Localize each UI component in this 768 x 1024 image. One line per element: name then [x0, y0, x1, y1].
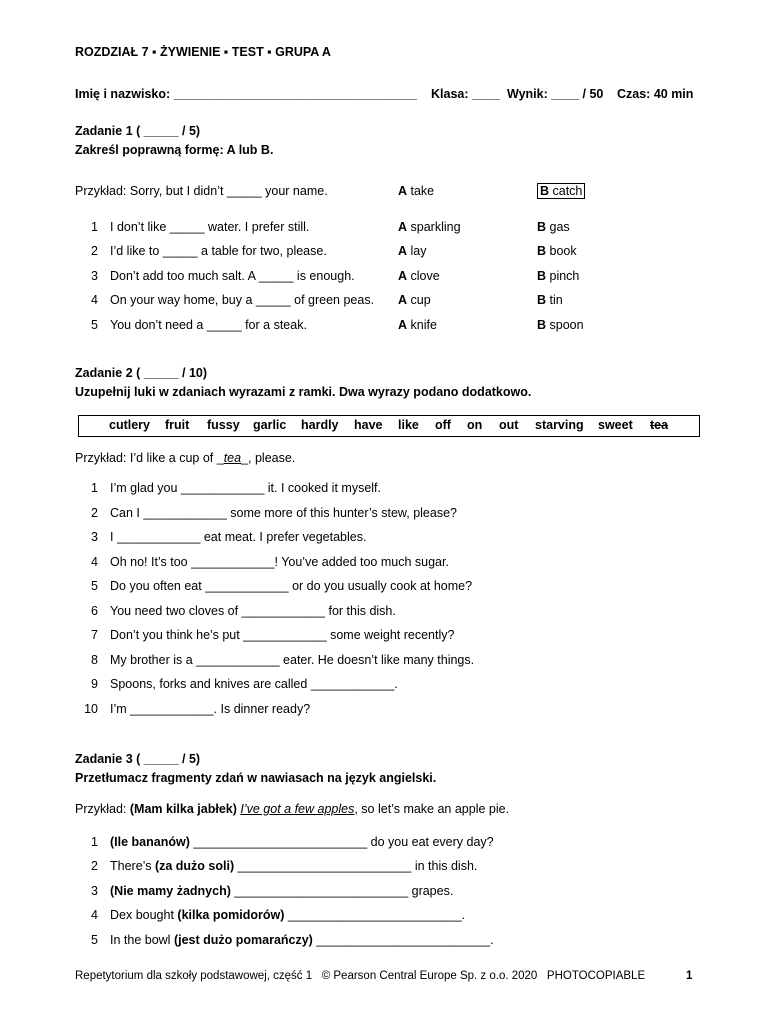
task3-item-text: In the bowl (jest dużo pomarańczy) _________________________. [110, 933, 494, 947]
name-field-label: Imię i nazwisko: ___________________________________ [75, 87, 417, 101]
option-b[interactable]: B gas [537, 220, 570, 234]
task3-item-number: 5 [91, 933, 98, 947]
word-box-item: fruit [165, 418, 190, 432]
task2-item-text: Oh no! It’s too ____________! You’ve added too much sugar. [110, 555, 449, 569]
page-number: 1 [686, 970, 693, 982]
task3-item-text: (Nie mamy żadnych) _________________________ grapes. [110, 884, 454, 898]
option-a[interactable]: A knife [398, 318, 437, 332]
task2-item-text: My brother is a ____________ eater. He doesn’t like many things. [110, 653, 475, 667]
word-box-item: have [354, 418, 383, 432]
option-b[interactable]: B book [537, 244, 577, 258]
task1-instruction: Zakreśl poprawną formę: A lub B. [75, 143, 274, 157]
option-a[interactable]: A cup [398, 293, 431, 307]
option-b[interactable]: B spoon [537, 318, 584, 332]
class-field-label: Klasa: ____ [431, 87, 500, 101]
option-a[interactable]: A sparkling [398, 220, 461, 234]
word-box-item: cutlery [109, 418, 150, 432]
task3-item-number: 2 [91, 859, 98, 873]
option-a[interactable]: A lay [398, 244, 427, 258]
task2-item-number: 9 [91, 677, 98, 691]
word-box-item: on [467, 418, 483, 432]
word-box-item: fussy [207, 418, 240, 432]
task2-item-number: 3 [91, 530, 98, 544]
score-field-label: Wynik: ____ / 50 [507, 87, 604, 101]
word-box-item-used: tea [650, 418, 669, 432]
word-box-item: like [398, 418, 419, 432]
task2-item-number: 5 [91, 579, 98, 593]
task3-item-number: 3 [91, 884, 98, 898]
task3-item-number: 4 [91, 908, 98, 922]
task3-title: Zadanie 3 ( _____ / 5) [75, 752, 201, 766]
task2-example: Przykład: I’d like a cup of _tea_, please. [75, 451, 296, 465]
task2-item-number: 2 [91, 506, 98, 520]
task2-title: Zadanie 2 ( _____ / 10) [75, 366, 208, 380]
task2-item-text: Don’t you think he’s put ____________ some weight recently? [110, 628, 455, 642]
task2-item-text: I’m glad you ____________ it. I cooked it myself. [110, 481, 381, 495]
time-label: Czas: 40 min [617, 87, 694, 101]
task3-example: Przykład: (Mam kilka jabłek) I’ve got a few apples, so let’s make an apple pie. [75, 802, 510, 816]
task2-item-number: 4 [91, 555, 98, 569]
task3-item-text: Dex bought (kilka pomidorów) _________________________. [110, 908, 466, 922]
task2-item-number: 1 [91, 481, 98, 495]
option-a[interactable]: A clove [398, 269, 440, 283]
task2-item-text: You need two cloves of ____________ for this dish. [110, 604, 396, 618]
task2-item-text: Spoons, forks and knives are called ____________. [110, 677, 398, 691]
task3-item-text: (Ile bananów) _________________________ do you eat every day? [110, 835, 494, 849]
word-box-item: garlic [253, 418, 287, 432]
task1-title: Zadanie 1 ( _____ / 5) [75, 124, 201, 138]
task3-item-number: 1 [91, 835, 98, 849]
word-box-item: off [435, 418, 451, 432]
task2-item-text: Do you often eat ____________ or do you usually cook at home? [110, 579, 473, 593]
task3-instruction: Przetłumacz fragmenty zdań w nawiasach na język angielski. [75, 771, 437, 785]
task2-item-number: 7 [91, 628, 98, 642]
option-b[interactable]: B tin [537, 293, 563, 307]
task2-item-number: 8 [91, 653, 98, 667]
footer-text: Repetytorium dla szkoły podstawowej, część 1 © Pearson Central Europe Sp. z o.o. 2020 PHOTOCOPIABLE [75, 970, 646, 982]
option-b[interactable]: B pinch [537, 269, 580, 283]
page-title: ROZDZIAŁ 7 ▪ ŻYWIENIE ▪ TEST ▪ GRUPA A [75, 45, 331, 59]
word-box [78, 415, 700, 437]
task3-item-text: There’s (za dużo soli) _________________________ in this dish. [110, 859, 478, 873]
word-box-item: out [499, 418, 519, 432]
task2-item-text: I ____________ eat meat. I prefer vegetables. [110, 530, 367, 544]
task2-item-text: Can I ____________ some more of this hunter’s stew, please? [110, 506, 457, 520]
task2-item-text: I’m ____________. Is dinner ready? [110, 702, 311, 716]
task1-example-option-b-circled: B catch [537, 183, 585, 199]
task2-instruction: Uzupełnij luki w zdaniach wyrazami z ramki. Dwa wyrazy podano dodatkowo. [75, 385, 532, 399]
task1-example-text: Przykład: Sorry, but I didn’t _____ your name. [75, 184, 328, 198]
word-box-item: sweet [598, 418, 633, 432]
task2-item-number: 10 [84, 702, 98, 716]
task1-example-option-a: A take [398, 184, 435, 198]
task2-item-number: 6 [91, 604, 98, 618]
word-box-item: starving [535, 418, 584, 432]
word-box-item: hardly [301, 418, 339, 432]
